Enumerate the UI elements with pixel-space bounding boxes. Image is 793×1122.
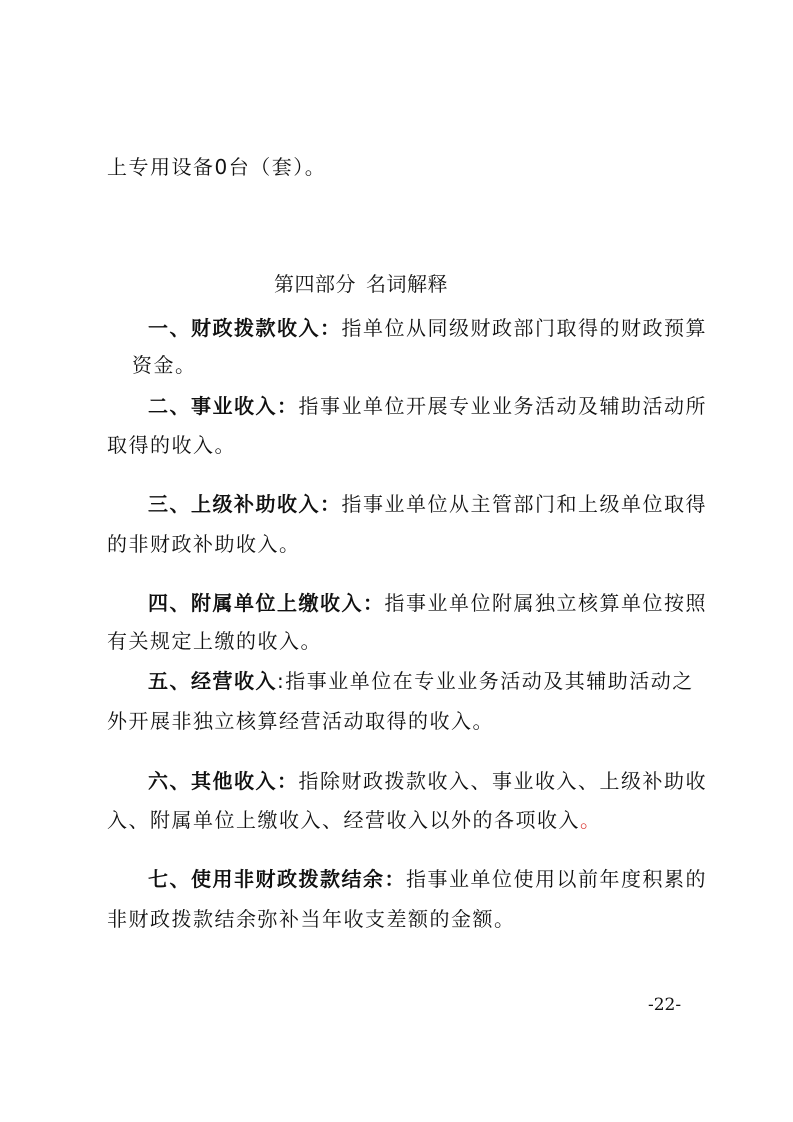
definition-text: 指事业单位从主管部门和上级单位取得	[341, 492, 707, 516]
definition-6-line-1	[148, 767, 707, 795]
definition-5-line-1	[148, 667, 694, 695]
definition-term: 二、事业收入：	[148, 394, 299, 418]
definition-4-line-2: 有关规定上缴的收入。	[107, 629, 322, 653]
definition-term: 五、经营收入	[148, 669, 277, 693]
definition-4-line-1	[148, 589, 707, 617]
definition-term: 六、其他收入：	[148, 769, 299, 793]
carryover-line: 上专用设备0台（套）。	[107, 155, 327, 179]
definition-7-line-2: 非财政拨款结余弥补当年收支差额的金额。	[107, 907, 516, 931]
definition-text: 指事业单位开展专业业务活动及辅助活动所	[298, 394, 707, 418]
definition-term: 三、上级补助收入：	[148, 492, 342, 516]
definition-text: :指事业单位在专业业务活动及其辅助活动之	[277, 669, 694, 693]
definition-2-line-2: 取得的收入。	[107, 433, 236, 457]
definition-text: 指事业单位使用以前年度积累的	[406, 867, 707, 891]
definition-text: 入、附属单位上缴收入、经营收入以外的各项收入	[107, 808, 580, 832]
definition-6-line-2	[107, 806, 602, 834]
red-period-mark: 。	[580, 808, 602, 832]
definition-7-line-1	[148, 865, 707, 893]
definition-term: 七、使用非财政拨款结余：	[148, 867, 406, 891]
definition-5-line-2: 外开展非独立核算经营活动取得的收入。	[107, 709, 494, 733]
definition-3-line-2: 的非财政补助收入。	[107, 532, 301, 556]
definition-2-line-1	[148, 392, 707, 420]
page-number: -22-	[648, 995, 682, 1015]
section-part: 第四部分	[274, 272, 356, 296]
section-heading	[274, 270, 448, 298]
definition-text: 指单位从同级财政部门取得的财政预算	[341, 316, 707, 340]
definition-text: 指除财政拨款收入、事业收入、上级补助收	[298, 769, 707, 793]
definition-term: 一、财政拨款收入：	[148, 316, 342, 340]
definition-text: 指事业单位附属独立核算单位按照	[384, 591, 707, 615]
definition-1-line-2: 资金。	[132, 353, 197, 377]
definition-3-line-1	[148, 490, 707, 518]
section-title: 名词解释	[366, 272, 448, 296]
definition-1-line-1	[148, 314, 707, 342]
definition-term: 四、附属单位上缴收入：	[148, 591, 385, 615]
